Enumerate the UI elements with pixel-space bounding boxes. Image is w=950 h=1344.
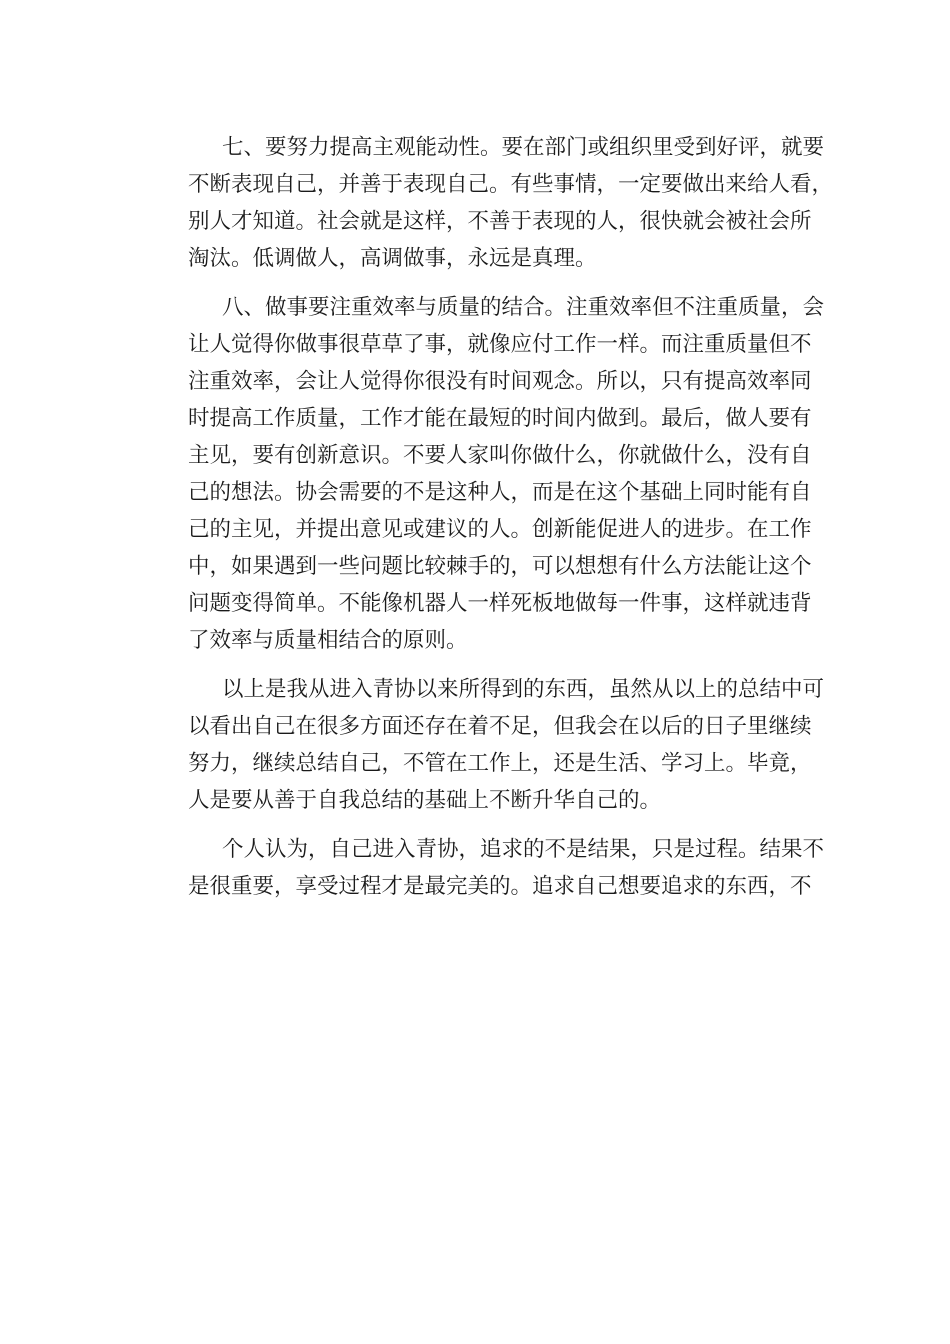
text-line: 问题变得简单。不能像机器人一样死板地做每一件事，这样就违背 bbox=[188, 591, 812, 616]
text-line: 让人觉得你做事很草草了事，就像应付工作一样。而注重质量但不 bbox=[188, 332, 812, 357]
text-line: 主见，要有创新意识。不要人家叫你做什么，你就做什么，没有自 bbox=[188, 443, 812, 468]
paragraph-seven bbox=[145, 129, 834, 277]
text-line: 中，如果遇到一些问题比较棘手的，可以想想有什么方法能让这个 bbox=[188, 554, 812, 579]
text-line: 以看出自己在很多方面还存在着不足，但我会在以后的日子里继续 bbox=[188, 714, 812, 739]
text-line: 以上是我从进入青协以来所得到的东西，虽然从以上的总结中可 bbox=[222, 677, 825, 702]
text-line: 不断表现自己，并善于表现自己。有些事情，一定要做出来给人看， bbox=[188, 172, 834, 197]
paragraph-personal-view bbox=[145, 831, 825, 905]
document-page bbox=[145, 129, 834, 905]
text-line: 己的想法。协会需要的不是这种人，而是在这个基础上同时能有自 bbox=[188, 480, 812, 505]
paragraph-eight bbox=[145, 289, 825, 659]
text-line: 注重效率，会让人觉得你很没有时间观念。所以，只有提高效率同 bbox=[188, 369, 812, 394]
text-line: 己的主见，并提出意见或建议的人。创新能促进人的进步。在工作 bbox=[188, 517, 812, 542]
text-line: 努力，继续总结自己，不管在工作上，还是生活、学习上。毕竟， bbox=[188, 751, 812, 776]
text-line: 淘汰。低调做人，高调做事，永远是真理。 bbox=[188, 246, 597, 271]
text-line: 别人才知道。社会就是这样，不善于表现的人，很快就会被社会所 bbox=[188, 209, 812, 234]
text-line: 是很重要，享受过程才是最完美的。追求自己想要追求的东西，不 bbox=[188, 874, 812, 899]
text-line: 了效率与质量相结合的原则。 bbox=[188, 628, 468, 653]
text-line: 时提高工作质量，工作才能在最短的时间内做到。最后，做人要有 bbox=[188, 406, 812, 431]
paragraph-summary bbox=[145, 671, 825, 819]
text-line: 七、要努力提高主观能动性。要在部门或组织里受到好评，就要 bbox=[222, 135, 825, 160]
text-line: 个人认为，自己进入青协，追求的不是结果，只是过程。结果不 bbox=[222, 837, 825, 862]
text-line: 八、做事要注重效率与质量的结合。注重效率但不注重质量，会 bbox=[222, 295, 825, 320]
text-line: 人是要从善于自我总结的基础上不断升华自己的。 bbox=[188, 788, 662, 813]
